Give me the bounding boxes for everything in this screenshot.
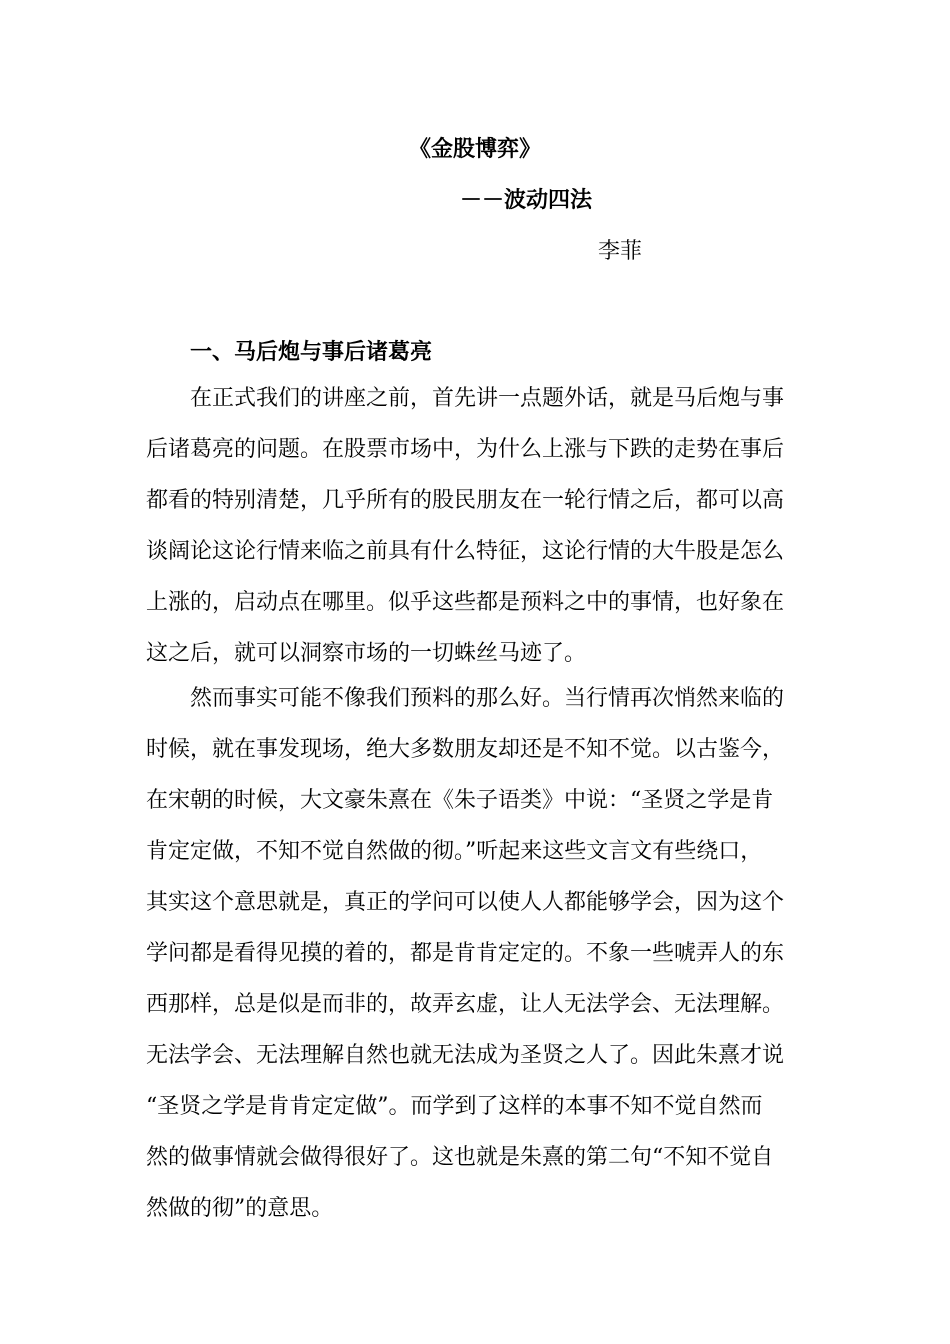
paragraph-line: 西那样，总是似是而非的，故弄玄虚，让人无法学会、无法理解。 <box>146 992 785 1017</box>
paragraph-line: 然而事实可能不像我们预料的那么好。当行情再次悄然来临的 <box>190 686 785 711</box>
paragraph-line: “圣贤之学是肯肯定定做”。而学到了这样的本事不知不觉自然而 <box>146 1094 763 1119</box>
document-subtitle: －－波动四法 <box>460 187 593 213</box>
paragraph-line: 时候，就在事发现场，绝大多数朋友却还是不知不觉。以古鉴今， <box>146 737 785 762</box>
paragraph-line: 然做的彻”的意思。 <box>146 1196 334 1221</box>
paragraph-line: 无法学会、无法理解自然也就无法成为圣贤之人了。因此朱熹才说 <box>146 1043 785 1068</box>
paragraph-line: 谈阔论这论行情来临之前具有什么特征，这论行情的大牛股是怎么 <box>146 539 785 564</box>
paragraph-line: 在正式我们的讲座之前，首先讲一点题外话，就是马后炮与事 <box>190 386 785 411</box>
paragraph-line: 在宋朝的时候，大文豪朱熹在《朱子语类》中说：“圣贤之学是肯 <box>146 788 774 813</box>
paragraph-line: 然的做事情就会做得很好了。这也就是朱熹的第二句“不知不觉自 <box>146 1145 774 1170</box>
paragraph-line: 都看的特别清楚，几乎所有的股民朋友在一轮行情之后，都可以高 <box>146 488 785 513</box>
paragraph-line: 其实这个意思就是，真正的学问可以使人人都能够学会，因为这个 <box>146 890 785 915</box>
document-title: 《金股博弈》 <box>408 136 541 162</box>
paragraph-line: 上涨的，启动点在哪里。似乎这些都是预料之中的事情，也好象在 <box>146 590 785 615</box>
paragraph-line: 这之后，就可以洞察市场的一切蛛丝马迹了。 <box>146 641 587 666</box>
paragraph-line: 后诸葛亮的问题。在股票市场中，为什么上涨与下跌的走势在事后 <box>146 437 785 462</box>
paragraph-line: 学问都是看得见摸的着的，都是肯肯定定的。不象一些唬弄人的东 <box>146 941 785 966</box>
paragraph-line: 肯定定做，不知不觉自然做的彻。”听起来这些文言文有些绕口， <box>146 839 763 864</box>
section-heading: 一、马后炮与事后诸葛亮 <box>190 339 433 365</box>
document-author: 李菲 <box>598 239 643 264</box>
